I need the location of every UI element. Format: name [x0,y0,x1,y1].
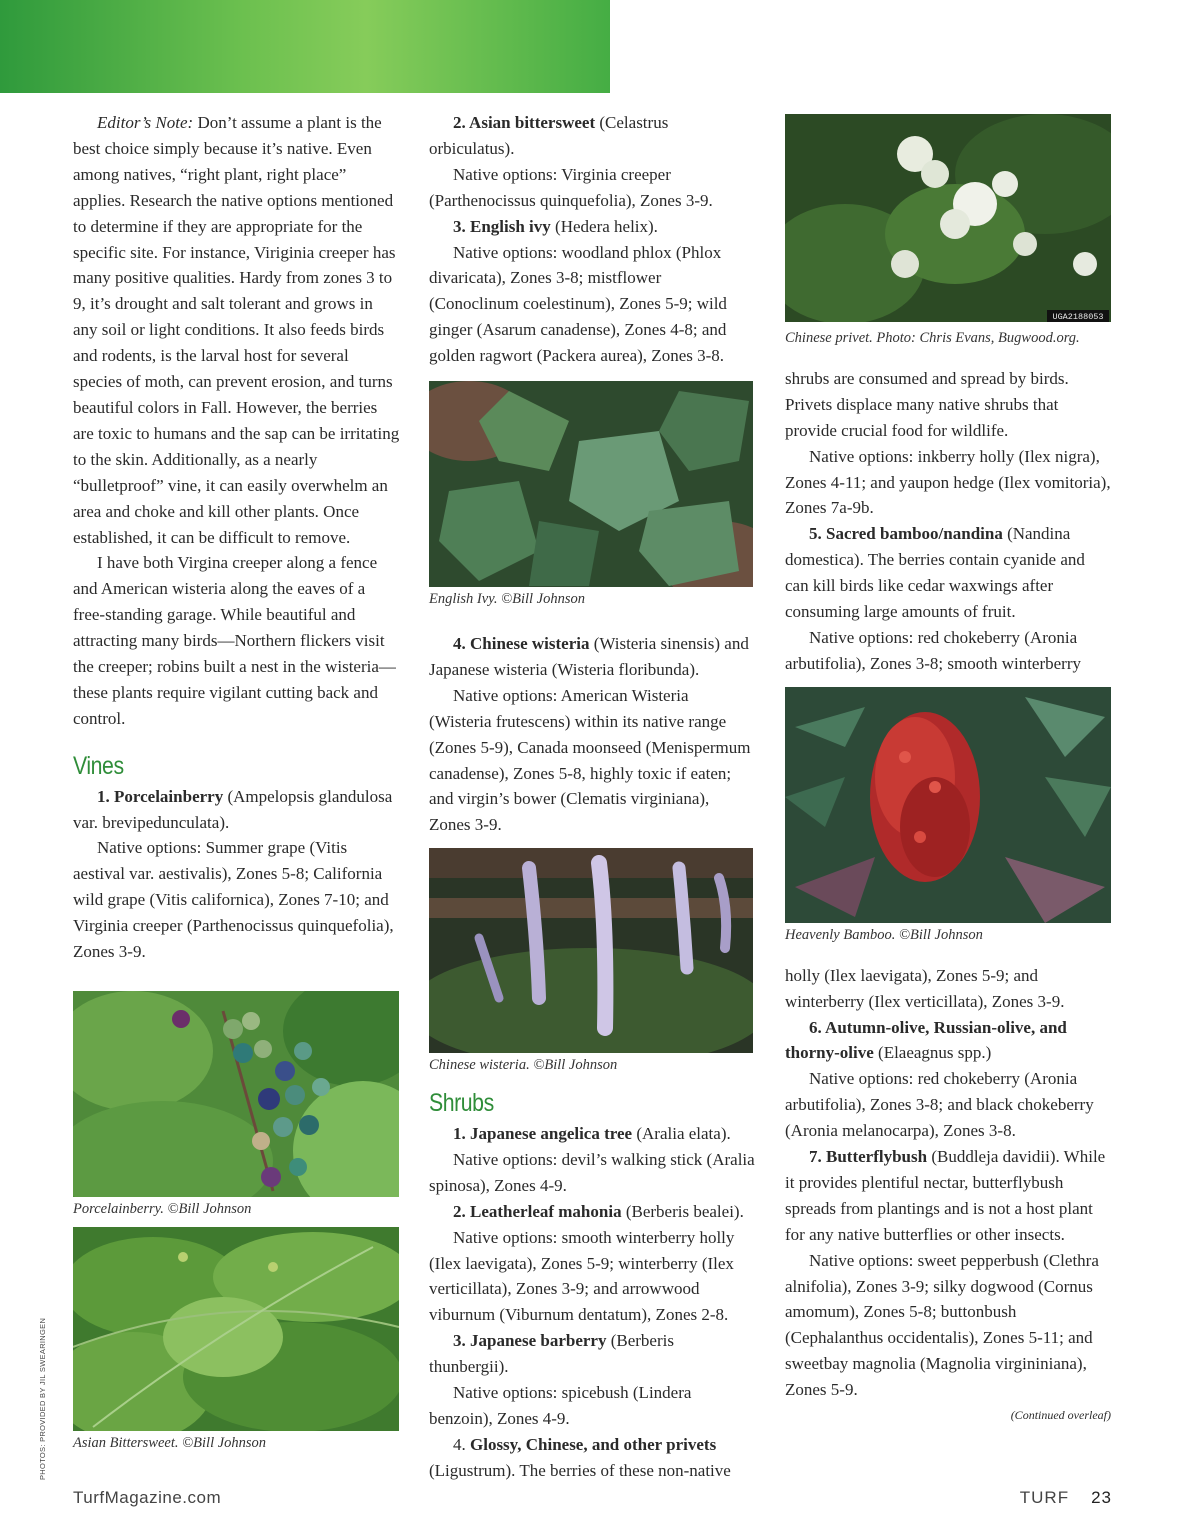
bittersweet-photo [73,1227,399,1431]
wisteria-image [429,848,753,1053]
vine-3-native: Native options: woodland phlox (Phlox divaricata), Zones 3-8; mistflower (Conoclinum coelestinum), Zones 5-9; wild ginger (Asarum canadense), Zones 4-8; and golden ragwort (Packera aurea), Zones 3-8. [429,242,727,366]
porcelainberry-photo [73,991,399,1197]
shrub-4-cont: shrubs are consumed and spread by birds. Privets displace many native shrubs that provide crucial food for wildlife. [785,368,1069,440]
editor-note-p2: I have both Virgina creeper along a fence and American wisteria along the eaves of a free-standing garage. While beautiful and attracting many birds—Northern flickers visit the creeper; robins built a nest in the wisteria—these plants require vigilant cutting back and control. [73,553,396,728]
column-3 [785,114,1111,1429]
shrub-2: 2. Leatherleaf mahonia (Berberis bealei). [453,1201,744,1221]
wisteria-caption: Chinese wisteria. ©Bill Johnson [429,1057,618,1074]
ivy-caption: English Ivy. ©Bill Johnson [429,591,585,608]
shrubs-heading: Shrubs [429,1089,494,1118]
ivy-photo [429,381,753,587]
editor-note-p1: Editor’s Note: Don’t assume a plant is the best choice simply because it’s native. Even among natives, “right plant, right place” applies. Research the native options mentioned to determine if they are appropriate for the specific site. For instance, Viriginia creeper has many positive qualities. Hardy from zones 3 to 9, it’s drought and salt tolerant and grows in any soil or light conditions. It also feeds birds and rodents, is the larval host for several species of moth, can prevent erosion, and turns beautiful colors in Fall. However, the berries are toxic to humans and the sap can be irritating to the skin. Additionally, as a nearly “bulletproof” vine, it can easily overwhelm an area and choke and kill other plants. Once established, it can be difficult to remove. [73,113,400,547]
privet-photo [785,114,1111,322]
vine-1-native: Native options: Summer grape (Vitis aestival var. aestivalis), Zones 5-8; California wild grape (Vitis californica), Zones 7-10; and Virginia creeper (Parthenocissus quinquefolia), Zones 3-9. [73,838,394,962]
column-2 [429,110,755,1484]
shrub-6-native: Native options: red chokeberry (Aronia arbutifolia), Zones 3-8; and black chokeberry (Aronia melanocarpa), Zones 3-8. [785,1069,1094,1141]
bittersweet-image [73,1227,399,1431]
shrub-3-native: Native options: spicebush (Lindera benzoin), Zones 4-9. [429,1383,692,1428]
bamboo-photo [785,687,1111,923]
shrub-4: 4. Glossy, Chinese, and other privets (Ligustrum). The berries of these non-native [429,1434,731,1480]
shrub-5: 5. Sacred bamboo/nandina (Nandina domestica). The berries contain cyanide and can kill birds like cedar waxwings after consuming large amounts of fruit. [785,524,1085,622]
vine-4: 4. Chinese wisteria (Wisteria sinensis) and Japanese wisteria (Wisteria floribunda). [429,633,749,679]
footer-magazine: TURF [1019,1488,1070,1507]
photo-credit: PHOTOS: PROVIDED BY JIL SWEARINGEN [38,1317,47,1480]
vine-2-native: Native options: Virginia creeper (Parthenocissus quinquefolia), Zones 3-9. [429,164,713,210]
vine-2: 2. Asian bittersweet (Celastrus orbiculatus). [429,113,669,158]
footer-site: TurfMagazine.com [73,1488,222,1507]
shrub-5-native-cont: holly (Ilex laevigata), Zones 5-9; and winterberry (Ilex verticillata), Zones 3-9. [785,965,1065,1011]
privet-image-id: UGA2188053 [1052,312,1104,322]
shrub-4-native: Native options: inkberry holly (Ilex nigra), Zones 4-11; and yaupon hedge (Ilex vomitoria), Zones 7a-9b. [785,446,1111,518]
vine-4-native: Native options: American Wisteria (Wisteria frutescens) within its native range (Zones 5-9), Canada moonseed (Menispermum canadense), Zones 5-8, highly toxic if eaten; and virgin’s bower (Clematis virginiana), Zones 3-9. [429,685,751,835]
shrub-1: 1. Japanese angelica tree (Aralia elata). [453,1124,731,1144]
shrub-5-native: Native options: red chokeberry (Aronia arbutifolia), Zones 3-8; smooth winterberry [785,627,1082,673]
vine-3: 3. English ivy (Hedera helix). [453,216,658,236]
privet-caption: Chinese privet. Photo: Chris Evans, Bugwood.org. [785,330,1080,346]
continued-note: (Continued overleaf) [1010,1408,1111,1423]
wisteria-photo [429,848,753,1053]
shrub-2-native: Native options: smooth winterberry holly (Ilex laevigata), Zones 5-9; winterberry (Ilex verticillata), Zones 3-9; and arrowwood viburnum (Viburnum dentatum), Zones 2-8. [429,1227,735,1325]
bamboo-caption: Heavenly Bamboo. ©Bill Johnson [785,926,983,943]
porcelainberry-caption: Porcelainberry. ©Bill Johnson [73,1201,252,1217]
footer-right [1020,1488,1112,1508]
porcelainberry-image [73,991,399,1197]
shrub-7: 7. Butterflybush (Buddleja davidii). While it provides plentiful nectar, butterflybush spreads from plantings and is not a host plant for any native butterflies or other insects. [785,1147,1106,1244]
header-banner [0,0,610,93]
vines-heading: Vines [73,751,124,780]
page-number: 23 [1091,1488,1112,1507]
bamboo-image [785,687,1111,923]
shrub-6: 6. Autumn-olive, Russian-olive, and thorny-olive (Elaeagnus spp.) [785,1017,1067,1063]
ivy-image [429,381,753,587]
privet-image [785,114,1111,322]
shrub-1-native: Native options: devil’s walking stick (Aralia spinosa), Zones 4-9. [429,1149,755,1195]
shrub-7-native: Native options: sweet pepperbush (Clethra alnifolia), Zones 3-9; silky dogwood (Cornus amomum), Zones 5-8; buttonbush (Cephalanthus occidentalis), Zones 5-11; and sweetbay magnolia (Magnolia virgininiana), Zones 5-9. [785,1250,1099,1400]
shrub-3: 3. Japanese barberry (Berberis thunbergii). [429,1331,674,1377]
bittersweet-caption: Asian Bittersweet. ©Bill Johnson [73,1434,267,1451]
column-1 [73,110,401,1457]
vine-1: 1. Porcelainberry (Ampelopsis glandulosa var. brevipedunculata). [73,786,393,832]
